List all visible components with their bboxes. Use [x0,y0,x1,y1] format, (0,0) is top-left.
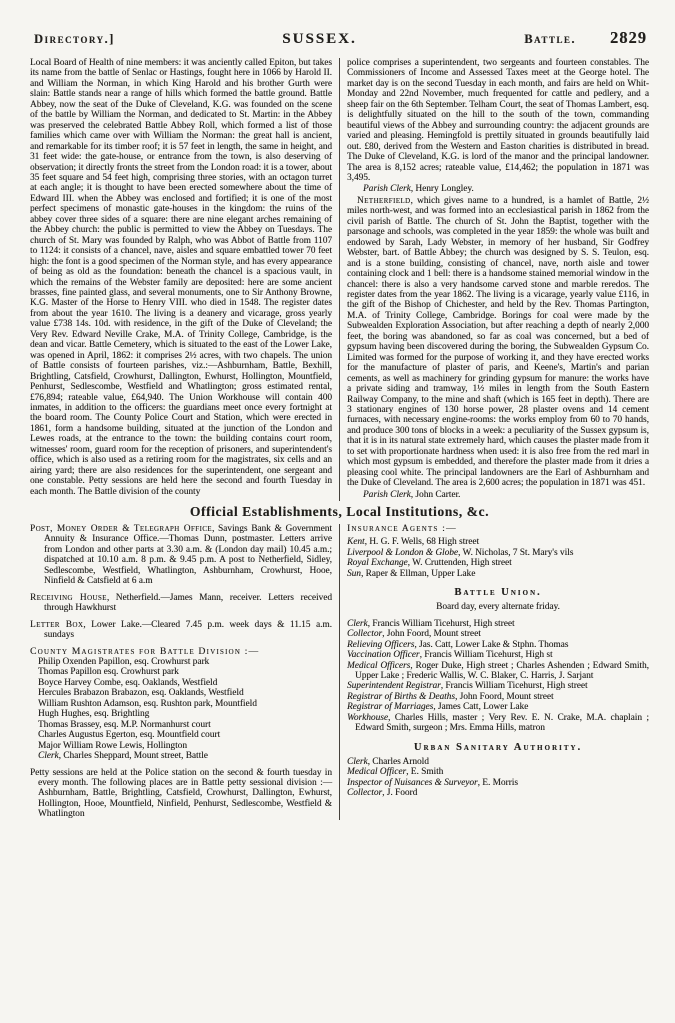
insurer-name: Sun [347,568,361,579]
page-number: 2829 [610,28,647,47]
insurer-name: Kent [347,537,365,548]
officer-details: , John Foord, Mount street [454,691,554,702]
insurance-agent-row [347,548,649,558]
insurance-agents-heading: Insurance Agents :— [347,523,457,535]
agent-details: , H. G. F. Wells, 68 High street [364,537,480,548]
right-column [339,524,649,820]
union-officer-row [347,640,649,650]
description-section [30,58,649,501]
officer-details: , Charles Arnold [367,756,429,767]
battle-description-paragraph: Local Board of Health of nine members: it was anciently called Epiton, but takes its name from the battle of Senlac or Hastings, fought here in 1066 by Harold II. and William the Norman, in which King Harold and his brother Gurth were slain: Battle stands near a range of hills which formed the battle ground. Battle Abbey, now the seat of the Duke of Cleveland, K.G. was founded on the scene of the battle by William the Norman, and dedicated to St. Martin: in the Abbey was preserved the celebrated Battle Abbey Roll, which formed a list of those families which came over with William the Norman: the great hall is ancient, and remarkable for its timber roof; it is 57 feet in length, the same in height, and 31 feet wide: the gate-house, or entrance from the town, is also deserving of observation; it directly fronts the street from the London road: it is a tower, about 35 feet square and 54 feet high, comprising three stories, with an octagon turret at each angle; it is thought to have been erected somewhere about the time of Edward III. when the Abbey was enclosed and fortified; it is one of the most perfect specimens of monastic gate-houses in the kingdom: the ruins of the abbey cover three sides of a square: there are nine elegant arches remaining of the Abbey church: the public is permitted to view the Abbey on Tuesdays. The church of St. Mary was founded by Ralph, who was Abbot of Battle from 1107 to 1124: it consists of a chancel, nave, aisles and square embattled tower 70 feet high: the font is a good specimen of the Norman style, and has every appearance of being as old as the foundation: beneath the chancel is a spacious vault, in which the remains of the Webster family are deposited: here are some ancient brasses, fine painted glass, and several monuments, one to Sir Anthony Browne, K.G. Master of the Horse to Henry VIII. who died in 1548. The register dates from about the year 1610. The living is a deanery and vicarage, gross yearly value £738 14s. 10d. with residence, in the gift of the Duke of Cleveland; the Very Rev. Edward Neville Crake, M.A. of Trinity College, Cambridge, is the dean and vicar. Battle Cemetery, which is situated to the east of the Lower Lake, was opened in April, 1862: it comprises 2½ acres, with two chapels. The union of Battle consists of fourteen parishes, viz.:—Ashburnham, Battle, Bexhill, Brightling, Catsfield, Crowhurst, Dallington, Ewhurst, Hollington, Mountfield, Penhurst, Sedlescombe, Westfield and Whatlington; gross estimated rental, £76,894; rateable value, £64,940. The Union Workhouse will contain 400 inmates, in addition to the officers: the guardians meet once every fortnight at the board room. The County Police Court and Station, which were erected in 1861, form a handsome building, situated at the junction of the London and Lewes roads, at the entrance to the town: the building contains court room, witnesses' room, guard room for the reception of prisoners, and superintendent's office, which is also used as a retiring room for the magistrates, six cells and an airing yard; there are also residences for the superintendent, one sergeant and one constable. Petty sessions are held here the second and fourth Tuesday in each month. The Battle division of the county [30,58,332,497]
officer-details: , Francis William Ticehurst, High street [440,681,588,692]
officer-role: Clerk [347,618,368,629]
battle-union-heading: Battle Union. [454,587,542,599]
right-column [339,58,649,501]
magistrate-row: Charles Augustus Egerton, esq. Mountfield court [38,730,221,741]
union-officer-row [347,629,649,639]
sanitary-officer-row [347,757,649,767]
parish-clerk-label: Parish Clerk [363,489,411,500]
parish-clerk-name: , John Carter. [410,489,461,500]
sanitary-officer-row [347,767,649,777]
officer-details: , E. Smith [406,767,444,778]
officer-details: , James Catt, Lower Lake [433,702,529,713]
clerk-name: , Charles Sheppard, Mount street, Battle [58,751,208,762]
officer-role: Workhouse [347,712,388,723]
officer-details: , John Foord, Mount street [382,629,481,640]
agent-details: , Raper & Ellman, Upper Lake [360,568,476,579]
union-officer-row [347,681,649,691]
county-title: SUSSEX. [282,31,357,47]
parish-clerk-line [347,184,649,194]
police-description-paragraph: police comprises a superintendent, two sergeants and fourteen constables. The Commissioners of Income and Assessed Taxes meet at the George hotel. The market day is on the second Tuesday in each month, and fairs are held on Whit-Monday and 22nd November, much frequented for cattle and pedlery, and a sheep fair on the 6th September. Telham Court, the seat of Thomas Lambert, esq. is delightfully situated on the hill to the south of the town, commanding beautiful views of the Abbey and surrounding country: the adjacent grounds are varied and pleasing. Hemingfold is prettily situated in grounds beautifully laid out. £80, derived from the Western and Easton charities is distributed in bread. The Duke of Cleveland, K.G. is lord of the manor and the principal landowner. The area is 8,152 acres; rateable value, £14,462; the population in 1871 was 3,495. [347,58,649,183]
magistrate-row: Major William Rowe Lewis, Hollington [38,740,187,751]
insurance-agent-row [347,558,649,568]
letter-box-details: , Lower Lake.—Cleared 7.45 p.m. week days & 11.15 a.m. sundays [44,619,332,641]
officer-details: , Charles Hills, master ; Very Rev. E. N. Crake, M.A. chaplain ; Edward Smith, surgeon ; Mrs. Emma Hills, matron [355,712,649,734]
officer-role: Superintendent Registrar [347,681,441,692]
left-column [30,58,339,501]
union-officer-row [347,702,649,712]
left-column [30,524,339,820]
officer-details: , Francis William Ticehurst, High st [419,650,553,661]
clerk-role-label: Clerk [38,751,59,762]
netherfield-body: , which gives name to a hundred, is a hamlet of Battle, 2½ miles north-west, and was formed into an ecclesiastical parish in 1862 from the civil parish of Battle. The church of St. John the Baptist, together with the parsonage and schools, was completed in the year 1859: the whole was built and endowed by Sarah, Lady Webster, in memory of her husband, Sir Godfrey Webster, bart. of Battle Abbey; the church was designed by S. S. Teulon, esq. and is a stone building, consisting of chancel, nave, north aisle and tower containing clock and 1 bell: there is a handsome stained memorial window in the chancel: there is also a very handsome carved stone and marble reredos. The register dates from the year 1862. The living is a vicarage, yearly value £116, in the gift of the Bishop of Chichester, and held by the Rev. Thomas Partington, M.A. of Trinity College, Cambridge. Borings for coal were made by the Subwealden Exploration Association, but after reaching a depth of nearly 2,000 feet, the boring was abandoned, so far as coal was concerned, but a bed of gypsum having been discovered during the boring, the Subwealden Gypsum Co. Limited was formed for the purpose of working it, and they have erected works for the manufacture of plaster of paris, and Keene's, Martin's and parian cements, as well as machinery for grinding gypsum for manure: the works have a private siding and tramway, 1½ miles in length from the South Eastern Railway Company, to the mine and shaft (which is 165 feet in depth). There are 3 stationary engines of 130 horse power, 28 plaster ovens and 14 cement furnaces, with necessary engine-rooms: the works employ from 60 to 70 hands, and produce 300 tons of blocks in a week: a peculiarity of the Sussex gypsum is, that it is in its natural state extremely hard, which causes the plaster made from it to set with proportionate hardness when used: it is also free from the red marl in which most gypsum is embedded, and therefore the plaster made from it dries a pleasing cool white. The principal landowners are the Earl of Ashburnham and the Duke of Cleveland. The area is 2,600 acres; the population in 1871 was 451. [347,195,649,489]
petty-sessions-paragraph: Petty sessions are held at the Police station on the second & fourth tuesday in every month. The following places are in Battle petty sessional division :—Ashburnham, Battle, Brightling, Catsfield, Crowhurst, Dallington, Ewhurst, Hollington, Hooe, Mountfield, Ninfield, Penhurst, Sedlescombe, Westfield & Whatlington [30,767,332,820]
parish-clerk-line [347,490,649,500]
officer-details: , Jas. Catt, Lower Lake & Stphn. Thomas [414,639,569,650]
officer-role: Registrar of Marriages [347,702,434,713]
magistrate-row: William Rushton Adamson, esq. Rushton park, Mountfield [38,698,257,709]
netherfield-lead: Netherfield [357,195,411,206]
post-office-label: Post, Money Order & Telegraph Office [30,524,212,535]
union-officer-row [347,650,649,660]
union-officer-row [347,713,649,734]
netherfield-paragraph [347,196,649,489]
parish-clerk-name: , Henry Longley. [410,184,474,195]
officer-role: Relieving Officers [347,639,415,650]
official-establishments-heading: Official Establishments, Local Institutions, &c. [189,504,490,520]
officer-role: Clerk [347,756,368,767]
union-officer-row [347,661,649,682]
agent-details: , W. Nicholas, 7 St. Mary's vils [458,547,574,558]
magistrate-row: Thomas Papillon esq. Crowhurst park [38,667,179,678]
sanitary-officer-row [347,788,649,798]
officer-role: Vaccination Officer [347,650,420,661]
parish-clerk-label: Parish Clerk [363,184,411,195]
receiving-house-details: , Netherfield.—James Mann, receiver. Letters received through Hawkhurst [44,592,332,614]
insurance-agent-row [347,569,649,579]
officer-details: , J. Foord [382,788,418,799]
insurer-name: Liverpool & London & Globe [347,547,459,558]
receiving-house-label: Receiving House [30,592,107,603]
officer-role: Medical Officers [347,660,411,671]
board-day-line: Board day, every alternate friday. [436,602,560,613]
officer-details: , E. Morris [477,777,518,788]
directory-label: Directory.] [34,32,115,46]
magistrate-row: Philip Oxenden Papillon, esq. Crowhurst park [38,657,210,668]
magistrate-row: Boyce Harvey Combe, esq. Oaklands, Westfield [38,677,218,688]
magistrates-clerk-row [30,751,332,761]
post-office-entry [30,524,332,587]
urban-sanitary-heading: Urban Sanitary Authority. [413,741,583,753]
agent-details: , W. Cruttenden, High street [407,558,512,569]
officer-role: Collector [347,629,383,640]
officer-details: , Roger Duke, High street ; Charles Ashenden ; Edward Smith, Upper Lake ; Frederic Wallis, W. C. Blaker, C. Harris, J. Sarjant [355,660,649,682]
magistrate-row: Hugh Hughes, esq. Brightling [38,709,150,720]
post-office-details: , Savings Bank & Government Annuity & Insurance Office.—Thomas Dunn, postmaster. Letters arrive from London and other parts at 3.30 a.m. & (London day mail) 10.45 a.m.; dispatched at 10.10 a.m. 8 p.m. & 9.45 p.m. A post to Netherfield, Sidley, Sedlescombe, Westfield, Whatlington, Ashburnham, Crowhurst, Hooe, Ninfield & Catsfield at 6 a.m [44,524,332,587]
officer-details: , Francis William Ticehurst, High street [367,618,515,629]
union-officer-row [347,619,649,629]
union-officer-row [347,692,649,702]
page-header [30,24,649,58]
officer-role: Medical Officer [347,767,407,778]
officer-role: Collector [347,788,383,799]
letter-box-label: Letter Box [30,619,84,630]
receiving-house-entry [30,593,332,614]
magistrate-row: Hercules Brabazon Brabazon, esq. Oaklands, Westfield [38,688,244,699]
officer-role: Inspector of Nuisances & Surveyor [347,777,478,788]
sanitary-officer-row [347,778,649,788]
letter-box-entry [30,620,332,641]
insurer-name: Royal Exchange [347,558,408,569]
place-label: Battle. [524,32,576,46]
officer-role: Registrar of Births & Deaths [347,691,455,702]
magistrates-heading: County Magistrates for Battle Division :— [30,645,260,657]
establishments-section [30,524,649,820]
magistrate-row: Thomas Brassey, esq. M.P. Normanhurst court [38,719,211,730]
insurance-agent-row [347,537,649,547]
